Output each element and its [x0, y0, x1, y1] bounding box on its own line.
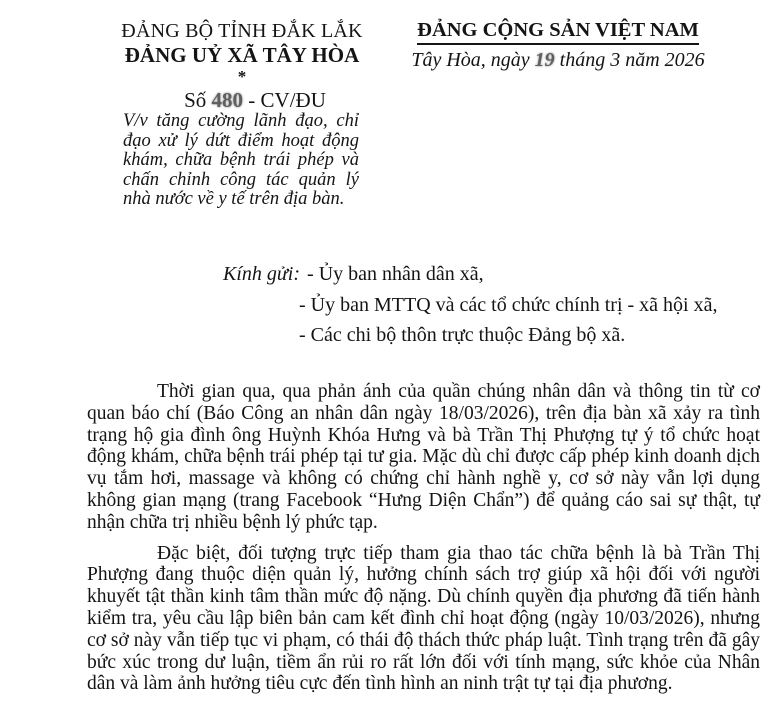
doc-number-suffix: - CV/ĐU	[248, 88, 326, 112]
doc-number-value: 480	[211, 88, 244, 112]
recipient-row-1	[223, 259, 717, 290]
document-subject: V/v tăng cường lãnh đạo, chỉ đạo xử lý dứt điểm hoạt động khám, chữa bệnh trái phép và chấn chỉnh công tác quản lý nhà nước về y tế trên địa bàn.	[123, 111, 359, 210]
recipients-block	[223, 259, 717, 351]
party-committee-province: ĐẢNG BỘ TỈNH ĐẮK LẮK	[121, 20, 363, 42]
recipient-item: - Các chi bộ thôn trực thuộc Đảng bộ xã.	[299, 324, 626, 346]
document-body	[87, 381, 760, 695]
date-suffix: tháng 3 năm 2026	[559, 49, 705, 71]
recipient-item: - Ủy ban nhân dân xã,	[307, 263, 484, 285]
document-number-line	[92, 88, 392, 112]
separator-star: *	[237, 67, 247, 86]
date-prefix: Tây Hòa, ngày	[411, 49, 530, 71]
party-committee-commune: ĐẢNG UỶ XÃ TÂY HÒA	[124, 43, 360, 67]
place-date-line	[408, 49, 708, 72]
recipient-item: - Ủy ban MTTQ và các tổ chức chính trị - xã hội xã,	[299, 293, 718, 316]
doc-number-prefix: Số	[184, 88, 207, 112]
national-header-block	[408, 19, 708, 72]
party-name-title: ĐẢNG CỘNG SẢN VIỆT NAM	[417, 19, 699, 45]
recipients-label: Kính gửi:	[223, 263, 301, 285]
issuing-authority-block	[92, 19, 392, 112]
date-day: 19	[534, 49, 555, 71]
body-paragraph-2: Đặc biệt, đối tượng trực tiếp tham gia thao tác chữa bệnh là bà Trần Thị Phượng đang thuộc diện quản lý, hưởng chính sách trợ giúp xã hội đối với người khuyết tật thần kinh tâm thần mức độ nặng. Dù chính quyền địa phương đã tiến hành kiểm tra, yêu cầu lập biên bản cam kết đình chỉ hoạt động (ngày 10/03/2026), nhưng cơ sở này vẫn tiếp tục vi phạm, có thái độ thách thức pháp luật. Tình trạng trên đã gây bức xúc trong dư luận, tiềm ẩn rủi ro rất lớn đối với tính mạng, sức khỏe của Nhân dân và làm ảnh hưởng tiêu cực đến tình hình an ninh trật tự tại địa phương.	[87, 542, 760, 695]
body-paragraph-1: Thời gian qua, qua phản ánh của quần chúng nhân dân và thông tin từ cơ quan báo chí (Báo Công an nhân dân ngày 18/03/2026), trên địa bàn xã xảy ra tình trạng hộ gia đình ông Huỳnh Khóa Hưng và bà Trần Thị Phượng tự ý tổ chức hoạt động khám, chữa bệnh trái phép tại tư gia. Mặc dù chỉ được cấp phép kinh doanh dịch vụ tắm hơi, massage và không có chứng chỉ hành nghề y, cơ sở này vẫn lợi dụng không gian mạng (trang Facebook “Hưng Diện Chẩn”) để quảng cáo sai sự thật, tự nhận chữa trị nhiều bệnh lý phức tạp.	[87, 381, 760, 533]
